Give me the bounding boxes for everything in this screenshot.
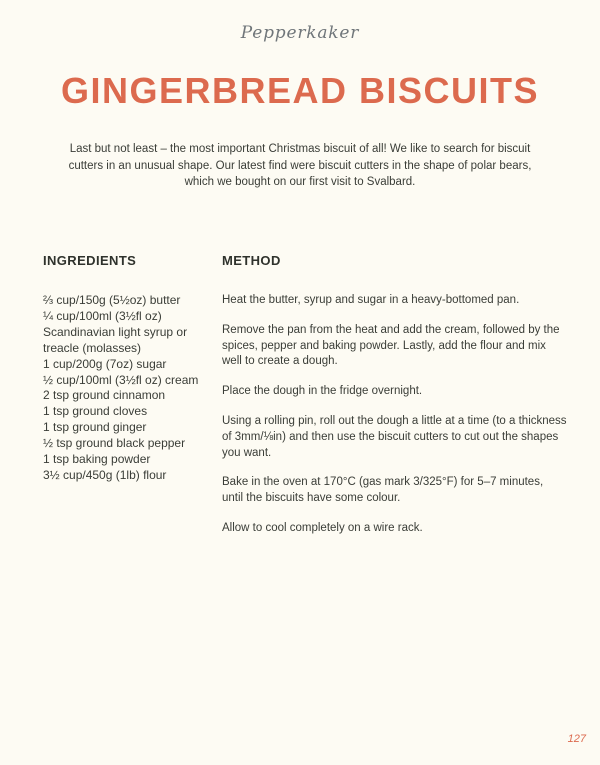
method-step: Allow to cool completely on a wire rack. [222, 521, 423, 534]
method-step: Bake in the oven at 170°C (gas mark 3/325°F) for 5–7 minutes, until the biscuits have some colour. [222, 476, 544, 505]
running-head: Pepperkaker [240, 23, 360, 43]
ingredient-item: 1 tsp ground cloves [43, 404, 148, 419]
method-step: Place the dough in the fridge overnight. [222, 385, 423, 398]
page-number: 127 [567, 733, 586, 745]
ingredient-item: ½ tsp ground black pepper [43, 436, 186, 451]
ingredients-column [43, 253, 221, 484]
ingredient-item: 1 cup/200g (7oz) sugar [43, 356, 167, 371]
method-steps [222, 293, 567, 537]
ingredients-list [43, 293, 221, 484]
ingredient-item: 2 tsp ground cinnamon [43, 388, 166, 403]
ingredient-item: 1 tsp baking powder [43, 452, 151, 467]
ingredient-item: ½ cup/100ml (3½fl oz) cream [43, 372, 199, 387]
method-column [222, 253, 567, 537]
ingredients-heading: INGREDIENTS [43, 253, 137, 268]
ingredient-item: 3½ cup/450g (1lb) flour [43, 467, 167, 482]
ingredient-item: ¼ cup/100ml (3½fl oz) Scandinavian light syrup or treacle (molasses) [43, 308, 188, 355]
page-title: GINGERBREAD BISCUITS [60, 70, 540, 111]
method-step: Heat the butter, syrup and sugar in a heavy-bottomed pan. [222, 294, 520, 306]
method-step: Remove the pan from the heat and add the cream, followed by the spices, pepper and baking powder. Lastly, add the flour and mix well to create a dough. [222, 323, 560, 368]
ingredient-item: 1 tsp ground ginger [43, 420, 147, 435]
ingredient-item: ⅔ cup/150g (5½oz) butter [43, 293, 181, 307]
intro-paragraph: Last but not least – the most important Christmas biscuit of all! We like to search for biscuit cutters in an unusual shape. Our latest find were biscuit cutters in the shape of polar bears, which we bought on our first visit to Svalbard. [68, 143, 532, 188]
method-heading: METHOD [222, 253, 281, 268]
method-step: Using a rolling pin, roll out the dough a little at a time (to a thickness of 3mm/⅛in) and then use the biscuit cutters to cut out the shapes you want. [222, 414, 567, 459]
